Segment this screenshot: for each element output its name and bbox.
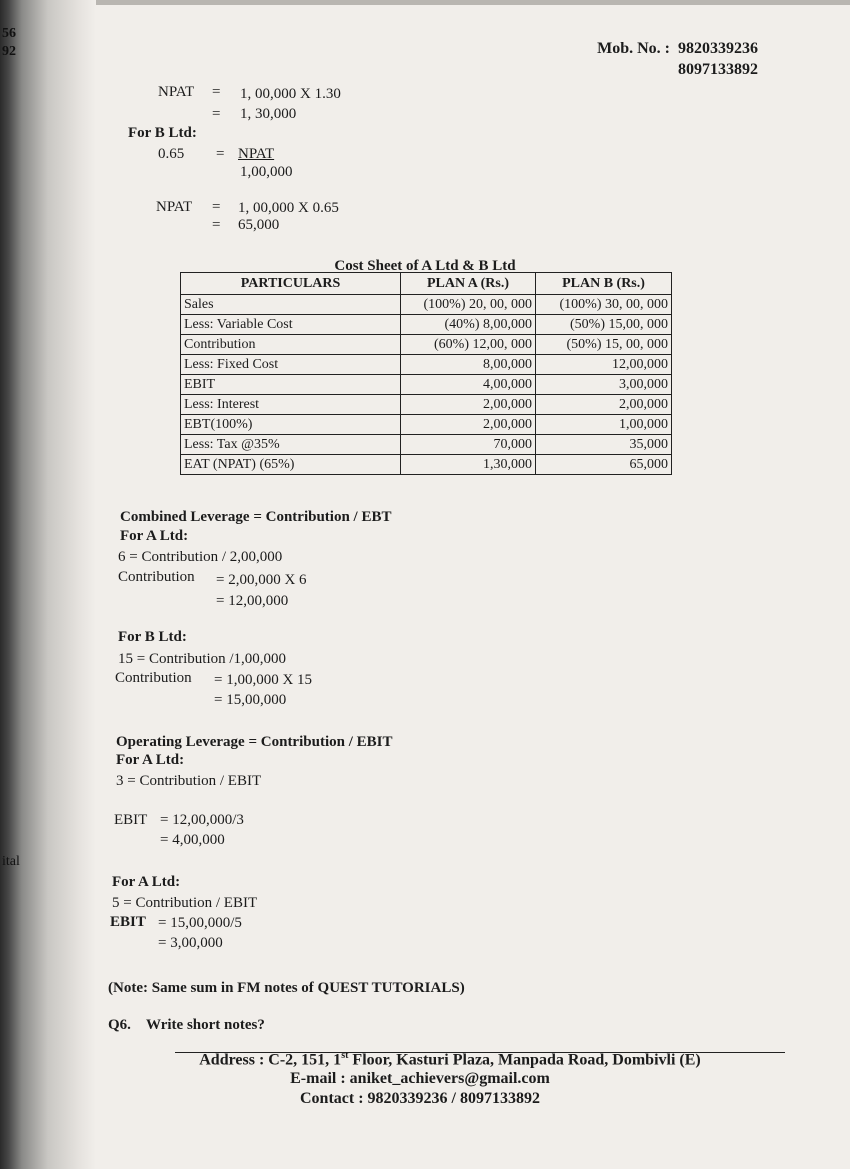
phone-1: 9820339236 — [678, 40, 758, 57]
plan-a-value: 1,30,000 — [401, 455, 536, 475]
combined-leverage-heading: Combined Leverage = Contribution / EBT — [120, 509, 392, 525]
cost-sheet-title: Cost Sheet of A Ltd & B Ltd — [334, 258, 516, 274]
npat-a-label: NPAT — [158, 84, 195, 100]
operating-for-a-second: For A Ltd: — [112, 874, 181, 890]
table-row — [181, 455, 672, 475]
header-plan-a: PLAN A (Rs.) — [401, 273, 536, 295]
operating-b-ebit-label: EBIT — [110, 914, 146, 930]
combined-b-calc-2: = 15,00,000 — [214, 692, 287, 708]
row-label: Sales — [181, 295, 401, 315]
equals-sign: = — [216, 146, 225, 162]
npat-b-value: 65,000 — [238, 217, 280, 233]
table-row — [181, 435, 672, 455]
table-row — [181, 395, 672, 415]
plan-b-value: 1,00,000 — [536, 415, 672, 435]
footer-address — [0, 1045, 850, 1070]
combined-a-calc-2: = 12,00,000 — [216, 593, 289, 609]
operating-b-equation: 5 = Contribution / EBIT — [112, 895, 258, 911]
note-text: (Note: Same sum in FM notes of QUEST TUTORIALS) — [108, 980, 465, 996]
for-b-heading: For B Ltd: — [128, 125, 197, 141]
plan-a-value: 8,00,000 — [401, 355, 536, 375]
combined-a-equation: 6 = Contribution / 2,00,000 — [118, 549, 283, 565]
row-label: EBT(100%) — [181, 415, 401, 435]
operating-a-calc-2: = 4,00,000 — [160, 832, 225, 848]
npat-b-expression: 1, 00,000 X 0.65 — [238, 200, 339, 216]
equals-sign: = — [212, 199, 221, 215]
row-label: Contribution — [181, 335, 401, 355]
combined-b-contribution-label: Contribution — [115, 670, 192, 686]
mob-label: Mob. No. : — [597, 40, 670, 57]
phone-2: 8097133892 — [678, 61, 758, 78]
book-binding-shadow — [0, 0, 96, 1169]
row-label: Less: Fixed Cost — [181, 355, 401, 375]
plan-b-value: (50%) 15,00, 000 — [536, 315, 672, 335]
plan-b-value: (100%) 30, 00, 000 — [536, 295, 672, 315]
npat-b-label: NPAT — [156, 199, 193, 215]
b-numerator: NPAT — [238, 146, 275, 162]
table-row — [181, 295, 672, 315]
operating-a-ebit-label: EBIT — [114, 812, 148, 828]
question-text: Write short notes? — [146, 1017, 265, 1033]
combined-b-calc-1: = 1,00,000 X 15 — [214, 672, 313, 688]
operating-leverage-heading: Operating Leverage = Contribution / EBIT — [116, 734, 393, 750]
table-row — [181, 355, 672, 375]
row-label: EAT (NPAT) (65%) — [181, 455, 401, 475]
margin-number-second: 92 — [2, 44, 16, 59]
address-suffix: Floor, Kasturi Plaza, Manpada Road, Dombivli (E) — [348, 1051, 701, 1069]
plan-a-value: (100%) 20, 00, 000 — [401, 295, 536, 315]
plan-b-value: 35,000 — [536, 435, 672, 455]
table-row — [181, 375, 672, 395]
row-label: Less: Interest — [181, 395, 401, 415]
combined-b-equation: 15 = Contribution /1,00,000 — [118, 651, 287, 667]
b-ratio: 0.65 — [158, 146, 185, 162]
page-top-edge — [0, 0, 850, 5]
footer-email: E-mail : aniket_achievers@gmail.com — [290, 1070, 550, 1087]
operating-a-calc-1: = 12,00,000/3 — [160, 812, 244, 828]
table-row — [181, 315, 672, 335]
cost-sheet-table — [180, 272, 672, 475]
question-number: Q6. — [108, 1017, 131, 1033]
equals-sign: = — [212, 84, 221, 100]
address-prefix: Address : C-2, 151, 1 — [199, 1051, 342, 1069]
operating-for-a: For A Ltd: — [116, 752, 185, 768]
equals-sign: = — [212, 106, 221, 122]
row-label: Less: Variable Cost — [181, 315, 401, 335]
plan-a-value: 70,000 — [401, 435, 536, 455]
footer-contact: Contact : 9820339236 / 8097133892 — [300, 1090, 540, 1107]
plan-b-value: 65,000 — [536, 455, 672, 475]
table-header-row — [181, 273, 672, 295]
combined-a-contribution-label: Contribution — [118, 569, 195, 585]
header-particulars: PARTICULARS — [181, 273, 401, 295]
plan-b-value: 12,00,000 — [536, 355, 672, 375]
plan-a-value: 2,00,000 — [401, 415, 536, 435]
npat-a-expression: 1, 00,000 X 1.30 — [240, 86, 341, 102]
b-denominator: 1,00,000 — [240, 164, 293, 180]
operating-b-calc-1: = 15,00,000/5 — [158, 915, 242, 931]
npat-a-value: 1, 30,000 — [240, 106, 297, 122]
combined-for-b: For B Ltd: — [118, 629, 187, 645]
plan-b-value: 3,00,000 — [536, 375, 672, 395]
table-row — [181, 335, 672, 355]
plan-a-value: (40%) 8,00,000 — [401, 315, 536, 335]
mobile-numbers — [597, 38, 758, 80]
equals-sign: = — [212, 217, 221, 233]
margin-fragment: ital — [2, 854, 20, 869]
plan-b-value: 2,00,000 — [536, 395, 672, 415]
header-plan-b: PLAN B (Rs.) — [536, 273, 672, 295]
row-label: EBIT — [181, 375, 401, 395]
plan-a-value: 4,00,000 — [401, 375, 536, 395]
address-superscript: st — [341, 1050, 349, 1061]
plan-b-value: (50%) 15, 00, 000 — [536, 335, 672, 355]
operating-a-equation: 3 = Contribution / EBIT — [116, 773, 262, 789]
plan-a-value: (60%) 12,00, 000 — [401, 335, 536, 355]
row-label: Less: Tax @35% — [181, 435, 401, 455]
combined-for-a: For A Ltd: — [120, 528, 189, 544]
operating-b-calc-2: = 3,00,000 — [158, 935, 223, 951]
combined-a-calc-1: = 2,00,000 X 6 — [216, 572, 307, 588]
margin-number-top: 56 — [2, 26, 16, 41]
plan-a-value: 2,00,000 — [401, 395, 536, 415]
table-row — [181, 415, 672, 435]
